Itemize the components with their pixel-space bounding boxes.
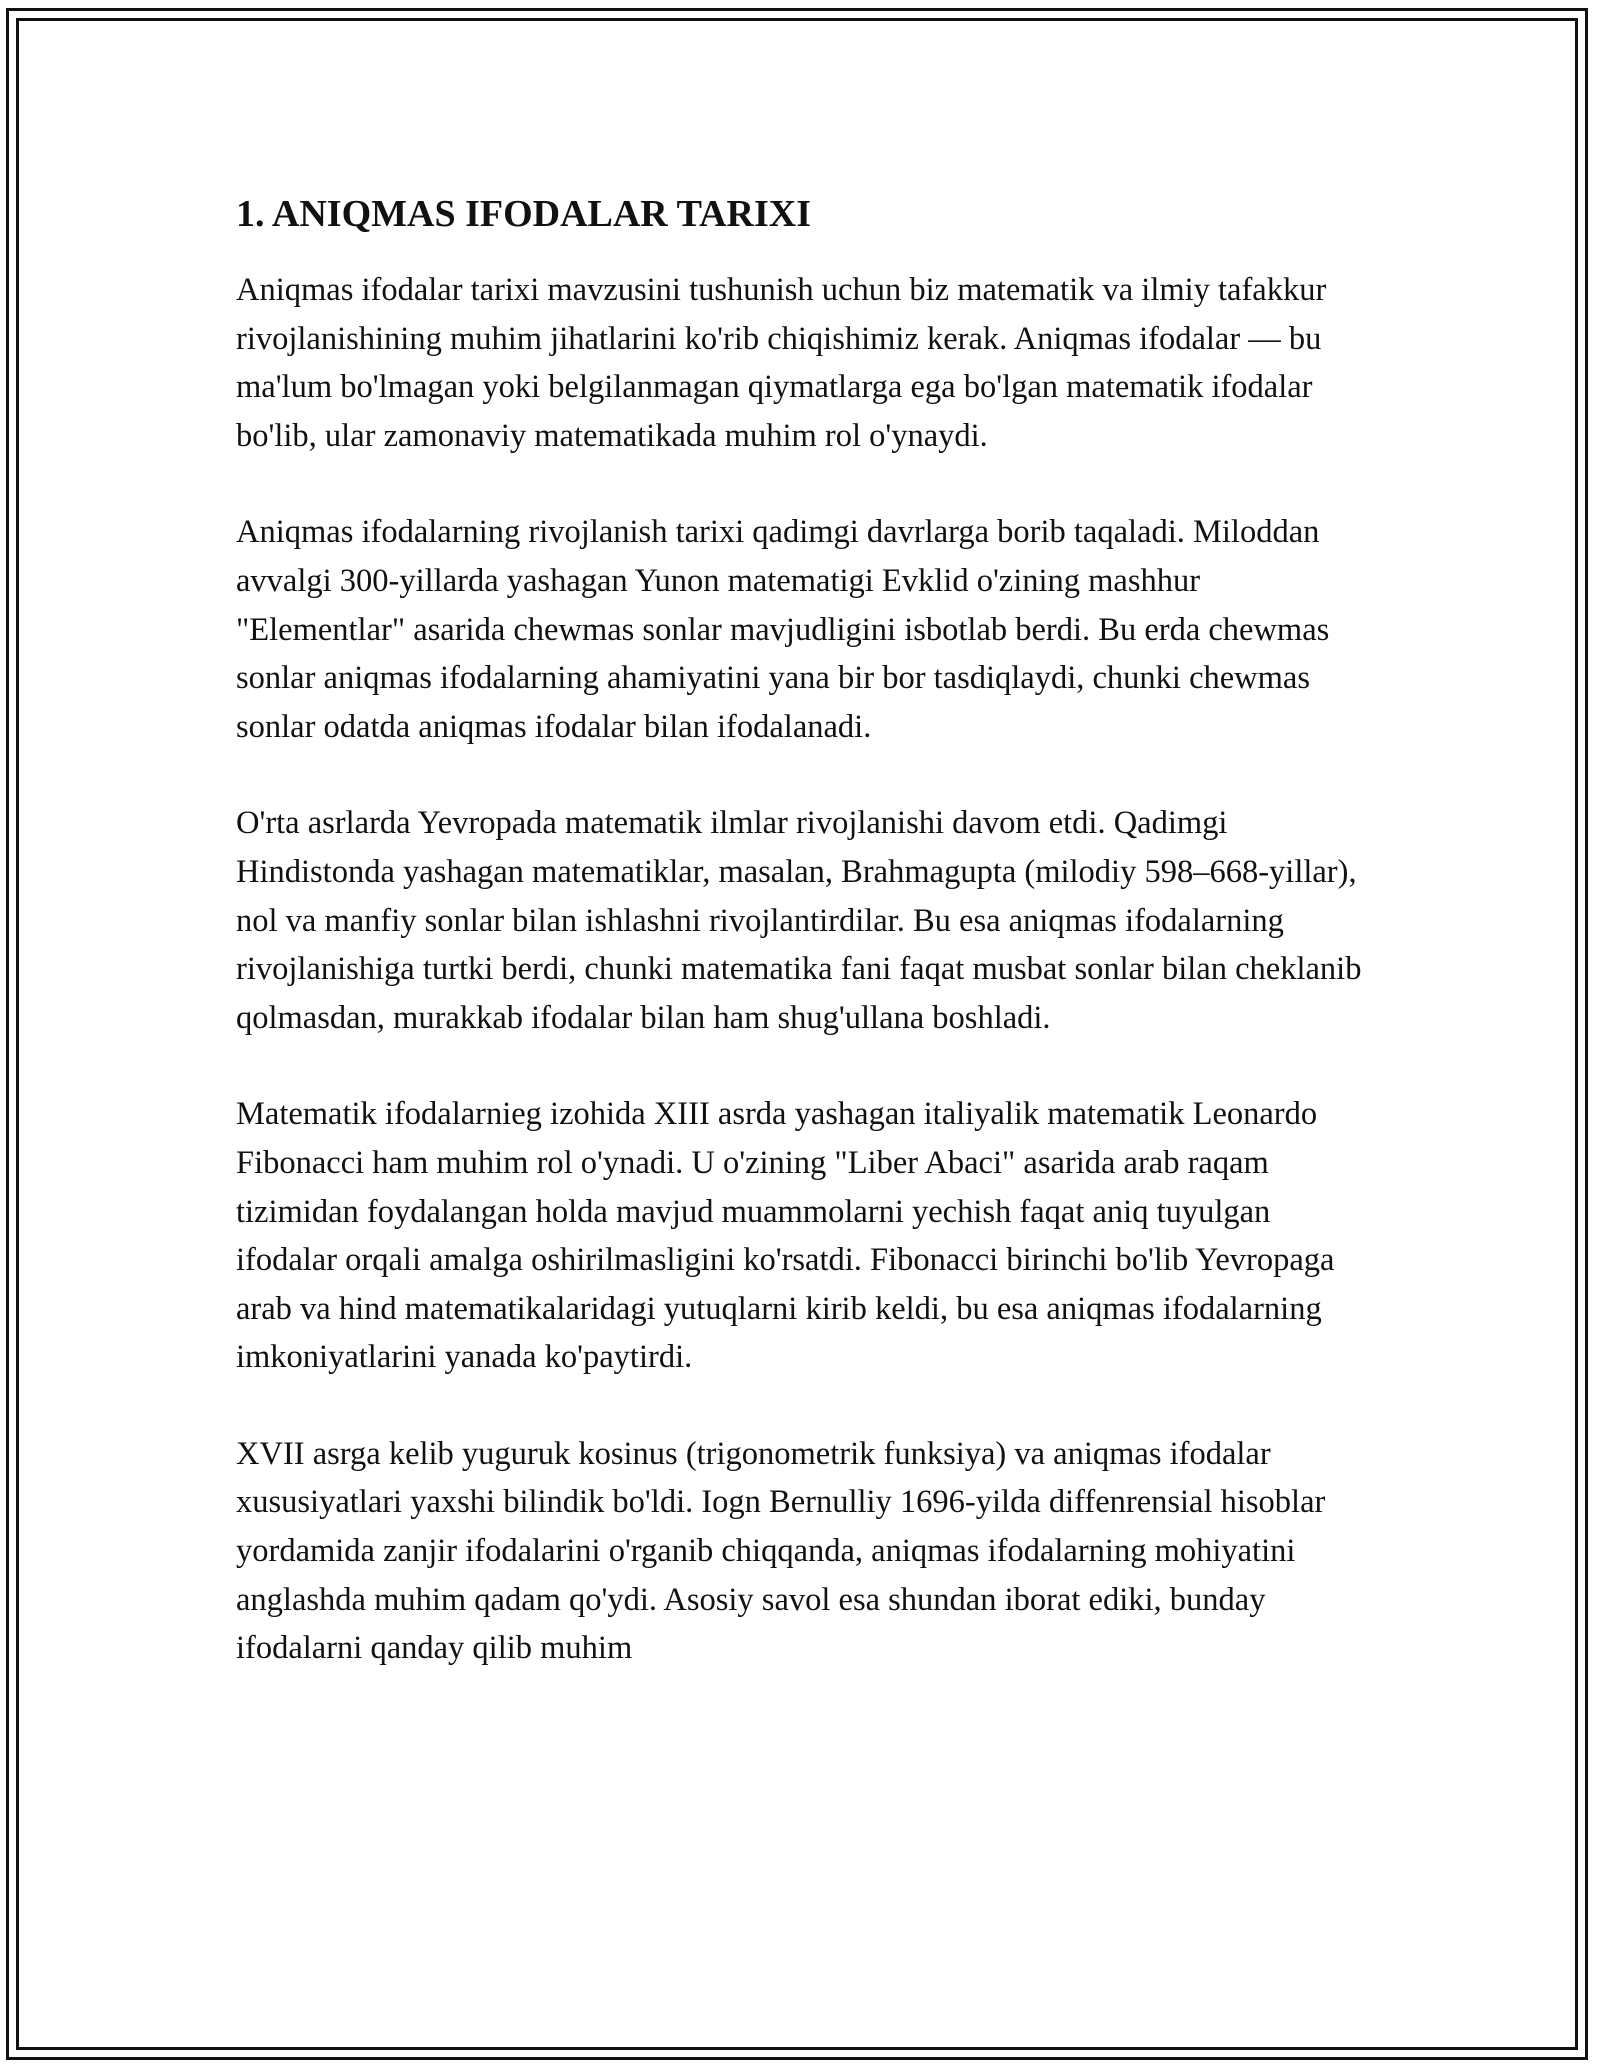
document-body [236,188,1366,1673]
paragraph-5: XVII asrga kelib yuguruk kosinus (trigonometrik funksiya) va aniqmas ifodalar xususiyatlari yaxshi bilindik bo'ldi. Iogn Bernulliy 1696-yilda diffenrensial hisoblar yordamida zanjir ifodalarini o'rganib chiqqanda, aniqmas ifodalarning mohiyatini anglashda muhim qadam qo'ydi. Asosiy savol esa shundan iborat ediki, bunday ifodalarni qanday qilib muhim [236,1435,1326,1667]
paragraph-3: O'rta asrlarda Yevropada matematik ilmlar rivojlanishi davom etdi. Qadimgi Hindistonda yashagan matematiklar, masalan, Brahmagupta (milodiy 598–668-yillar), nol va manfiy sonlar bilan ishlashni rivojlantirdilar. Bu esa aniqmas ifodalarning rivojlanishiga turtki berdi, chunki matematika fani faqat musbat sonlar bilan cheklanib qolmasdan, murakkab ifodalar bilan ham shug'ullana boshladi. [236,805,1362,1036]
paragraph-2: Aniqmas ifodalarning rivojlanish tarixi qadimgi davrlarga borib taqaladi. Miloddan avvalgi 300-yillarda yashagan Yunon matematigi Evklid o'zining mashhur "Elementlar" asarida chewmas sonlar mavjudligini isbotlab berdi. Bu erda chewmas sonlar aniqmas ifodalarning ahamiyatini yana bir bor tasdiqlaydi, chunki chewmas sonlar odatda aniqmas ifodalar bilan ifodalanadi. [236,514,1330,745]
paragraph-4: Matematik ifodalarnieg izohida XIII asrda yashagan italiyalik matematik Leonardo Fibonacci ham muhim rol o'ynadi. U o'zining "Liber Abaci" asarida arab raqam tizimidan foydalangan holda mavjud muammolarni yechish faqat aniq tuyulgan ifodalar orqali amalga oshirilmasligini ko'rsatdi. Fibonacci birinchi bo'lib Yevropaga arab va hind matematikalaridagi yutuqlarni kirib keldi, bu esa aniqmas ifodalarning imkoniyatlarini yanada ko'paytirdi. [236,1096,1335,1376]
paragraph-1: Aniqmas ifodalar tarixi mavzusini tushunish uchun biz matematik va ilmiy tafakkur rivojlanishining muhim jihatlarini ko'rib chiqishimiz kerak. Aniqmas ifodalar — bu ma'lum bo'lmagan yoki belgilanmagan qiymatlarga ega bo'lgan matematik ifodalar bo'lib, ular zamonaviy matematikada muhim rol o'ynaydi. [236,272,1327,454]
section-heading: 1. ANIQMAS IFODALAR TARIXI [236,193,811,235]
